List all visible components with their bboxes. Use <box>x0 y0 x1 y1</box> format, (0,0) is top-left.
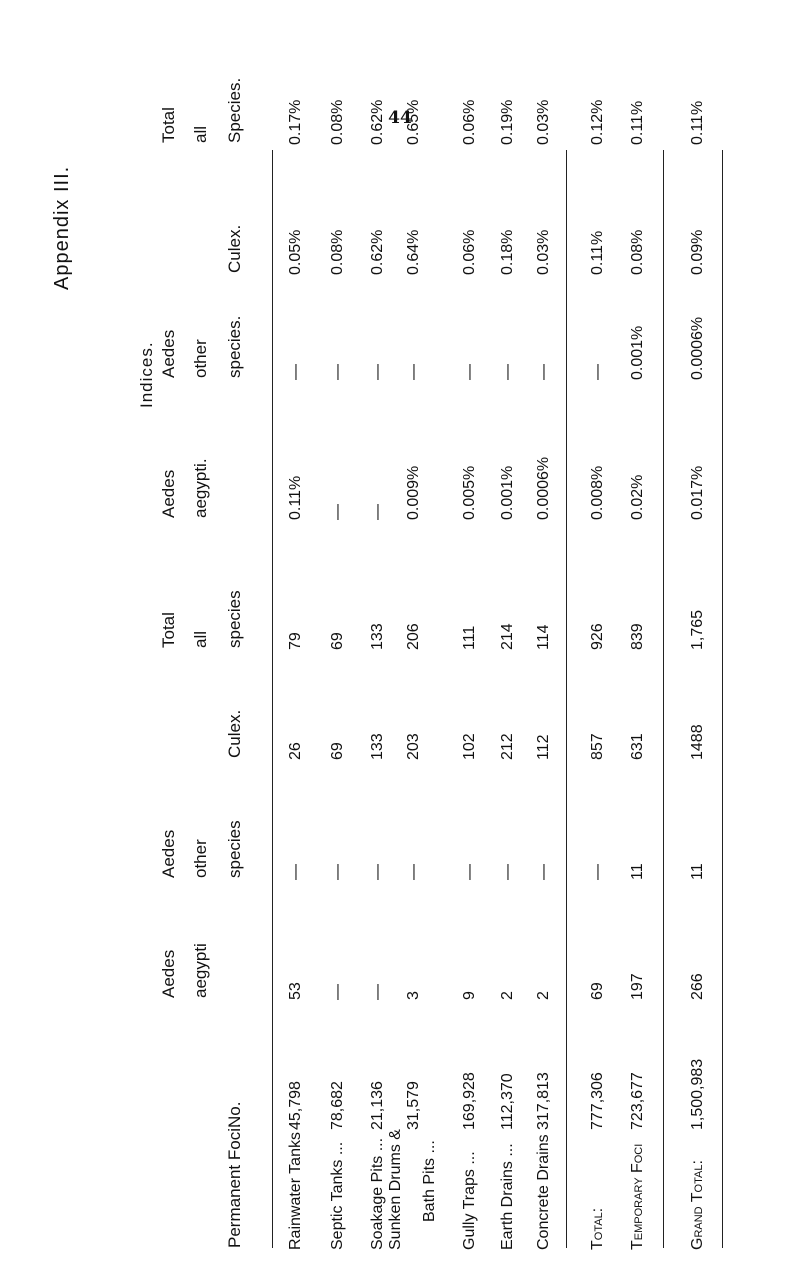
cell-no-row5: 112,370 <box>499 1073 516 1130</box>
cell-culex_idx-row7: 0.11% <box>589 230 606 275</box>
cell-culex_count-row0: 26 <box>287 742 304 760</box>
cell-total_count-row9: 1,765 <box>689 609 706 650</box>
cell-total_count-row1: 69 <box>329 632 346 650</box>
cell-no-row4: 169,928 <box>461 1072 478 1130</box>
cell-culex_idx-row9: 0.09% <box>689 229 706 275</box>
cell-foci-row8: Temporary Foci <box>629 1143 646 1250</box>
cell-ao_idx-row6: — <box>535 364 552 380</box>
cell-culex_idx-row1: 0.08% <box>329 229 346 275</box>
cell-ao_idx-row5: — <box>499 364 516 380</box>
cell-no-row1: 78,682 <box>329 1081 346 1130</box>
cell-culex_idx-row6: 0.03% <box>535 229 552 275</box>
section-title: Indices. <box>137 341 156 408</box>
cell-ao_idx-row0: — <box>287 364 304 380</box>
cell-foci-row5: Earth Drains ... <box>499 1143 516 1250</box>
cell-foci-row4: Gully Traps ... <box>461 1151 478 1250</box>
cell-no-row7: 777,306 <box>589 1072 606 1130</box>
cell-foci-row6: Concrete Drains <box>535 1134 552 1250</box>
cell-total_count-row4: 111 <box>461 625 478 650</box>
cell-foci-row2: Soakage Pits ... <box>369 1137 386 1250</box>
header-total_count-2: species <box>225 590 244 648</box>
cell-no-row6: 317,813 <box>535 1072 552 1130</box>
cell-culex_count-row7: 857 <box>589 733 606 760</box>
header-aa_count-0: Aedes <box>159 949 178 998</box>
cell-aa_count-row2: — <box>369 984 386 1000</box>
header-ao_idx-0: Aedes <box>159 329 178 378</box>
cell-ao_count-row2: — <box>369 864 386 880</box>
cell-aa_count-row9: 266 <box>689 973 706 1000</box>
header-aa_idx-0: Aedes <box>159 469 178 518</box>
cell-ao_count-row0: — <box>287 864 304 880</box>
cell-ao_count-row3: — <box>405 864 422 880</box>
cell-foci-row1: Septic Tanks ... <box>329 1141 346 1250</box>
cell-aa_count-row5: 2 <box>499 991 516 1000</box>
cell-aa_idx-row6: 0.0006% <box>535 456 552 520</box>
header-culex_idx-0: Culex. <box>225 224 244 273</box>
page-number: 44 <box>388 108 412 128</box>
cell-aa_idx-row1: — <box>329 504 346 520</box>
header-total_count-1: all <box>191 630 210 648</box>
cell-total_count-row6: 114 <box>535 624 552 650</box>
cell-culex_count-row9: 1488 <box>689 724 706 760</box>
bottom-rule <box>722 150 723 1248</box>
cell-aa_count-row1: — <box>329 984 346 1000</box>
cell-aa_idx-row2: — <box>369 504 386 520</box>
cell-ao_count-row9: 11 <box>689 863 706 880</box>
cell-culex_idx-row0: 0.05% <box>287 229 304 275</box>
cell-aa_idx-row0: 0.11% <box>287 475 304 520</box>
cell-no-row9: 1,500,983 <box>689 1058 706 1130</box>
grand-rule <box>663 150 664 1248</box>
header-no-0: No. <box>225 1101 244 1128</box>
cell-no-row8: 723,677 <box>629 1072 646 1130</box>
cell-total_idx-row2: 0.62% <box>369 99 386 145</box>
cell-culex_idx-row8: 0.08% <box>629 229 646 275</box>
cell-ao_idx-row3: — <box>405 364 422 380</box>
header-ao_count-2: species <box>225 820 244 878</box>
cell-foci-row7: Total: <box>589 1207 606 1250</box>
cell-ao_idx-row2: — <box>369 364 386 380</box>
cell-aa_count-row4: 9 <box>461 991 478 1000</box>
cell-culex_idx-row5: 0.18% <box>499 229 516 275</box>
total-rule <box>566 150 567 1248</box>
cell-aa_idx-row3: 0.009% <box>405 465 422 520</box>
cell-total_idx-row5: 0.19% <box>499 99 516 145</box>
header-ao_count-0: Aedes <box>159 829 178 878</box>
cell-aa_idx-row8: 0.02% <box>629 474 646 520</box>
cell-total_idx-row3: 0.65% <box>405 99 422 145</box>
header-ao_idx-1: other <box>191 339 210 378</box>
cell-ao_idx-row8: 0.001% <box>629 325 646 380</box>
cell-culex_count-row1: 69 <box>329 742 346 760</box>
appendix-title: Appendix III. <box>51 165 73 290</box>
cell-total_count-row3: 206 <box>405 623 422 650</box>
cell-total_count-row5: 214 <box>499 623 516 650</box>
cell-culex_count-row4: 102 <box>461 733 478 760</box>
cell-ao_count-row8: 11 <box>629 863 646 880</box>
cell-total_count-row8: 839 <box>629 623 646 650</box>
cell-culex_count-row2: 133 <box>369 733 386 760</box>
cell-aa_count-row8: 197 <box>629 973 646 1000</box>
cell-aa_idx-row9: 0.017% <box>689 465 706 520</box>
cell-culex_idx-row2: 0.62% <box>369 229 386 275</box>
cell-aa_idx-row5: 0.001% <box>499 465 516 520</box>
cell-ao_count-row4: — <box>461 864 478 880</box>
header-aa_count-1: aegypti <box>191 943 210 998</box>
header-total_count-0: Total <box>159 612 178 648</box>
cell-total_idx-row8: 0.11% <box>629 100 646 145</box>
cell-total_idx-row4: 0.06% <box>461 99 478 145</box>
cell-culex_count-row8: 631 <box>629 733 646 760</box>
cell-total_count-row0: 79 <box>287 632 304 650</box>
cell-culex_count-row5: 212 <box>499 733 516 760</box>
cell-no-row3: 31,579 <box>405 1081 422 1130</box>
cell-aa_idx-row4: 0.005% <box>461 465 478 520</box>
cell-foci2-row3: Bath Pits ... <box>421 1140 438 1222</box>
cell-total_count-row7: 926 <box>589 623 606 650</box>
header-culex_count-0: Culex. <box>225 709 244 758</box>
header-total_idx-1: all <box>191 125 210 143</box>
cell-ao_count-row7: — <box>589 864 606 880</box>
cell-total_idx-row1: 0.08% <box>329 99 346 145</box>
cell-aa_count-row6: 2 <box>535 991 552 1000</box>
cell-foci-row9: Grand Total: <box>689 1160 706 1250</box>
cell-no-row0: 45,798 <box>287 1081 304 1130</box>
cell-foci-row0: Rainwater Tanks <box>287 1132 304 1250</box>
cell-foci-row3: Sunken Drums & <box>387 1129 404 1250</box>
cell-ao_count-row1: — <box>329 864 346 880</box>
cell-ao_count-row5: — <box>499 864 516 880</box>
header-total_idx-2: Species. <box>225 77 244 143</box>
cell-culex_idx-row4: 0.06% <box>461 229 478 275</box>
cell-ao_idx-row7: — <box>589 364 606 380</box>
cell-culex_count-row6: 112 <box>535 734 552 760</box>
cell-aa_count-row7: 69 <box>589 982 606 1000</box>
cell-aa_count-row3: 3 <box>405 991 422 1000</box>
header-ao_idx-2: species. <box>225 315 244 378</box>
header-total_idx-0: Total <box>159 107 178 143</box>
cell-total_count-row2: 133 <box>369 623 386 650</box>
cell-no-row2: 21,136 <box>369 1081 386 1130</box>
cell-ao_count-row6: — <box>535 864 552 880</box>
cell-total_idx-row9: 0.11% <box>689 100 706 145</box>
cell-aa_idx-row7: 0.008% <box>589 465 606 520</box>
header-aa_idx-1: aegypti. <box>191 458 210 518</box>
cell-ao_idx-row1: — <box>329 364 346 380</box>
cell-ao_idx-row9: 0.0006% <box>689 316 706 380</box>
cell-total_idx-row7: 0.12% <box>589 99 606 145</box>
header-foci-0: Permanent Foci. <box>225 1123 244 1248</box>
cell-aa_count-row0: 53 <box>287 982 304 1000</box>
cell-total_idx-row6: 0.03% <box>535 99 552 145</box>
cell-ao_idx-row4: — <box>461 364 478 380</box>
cell-culex_idx-row3: 0.64% <box>405 229 422 275</box>
header-ao_count-1: other <box>191 839 210 878</box>
header-rule <box>272 150 273 1248</box>
cell-culex_count-row3: 203 <box>405 733 422 760</box>
cell-total_idx-row0: 0.17% <box>287 99 304 145</box>
